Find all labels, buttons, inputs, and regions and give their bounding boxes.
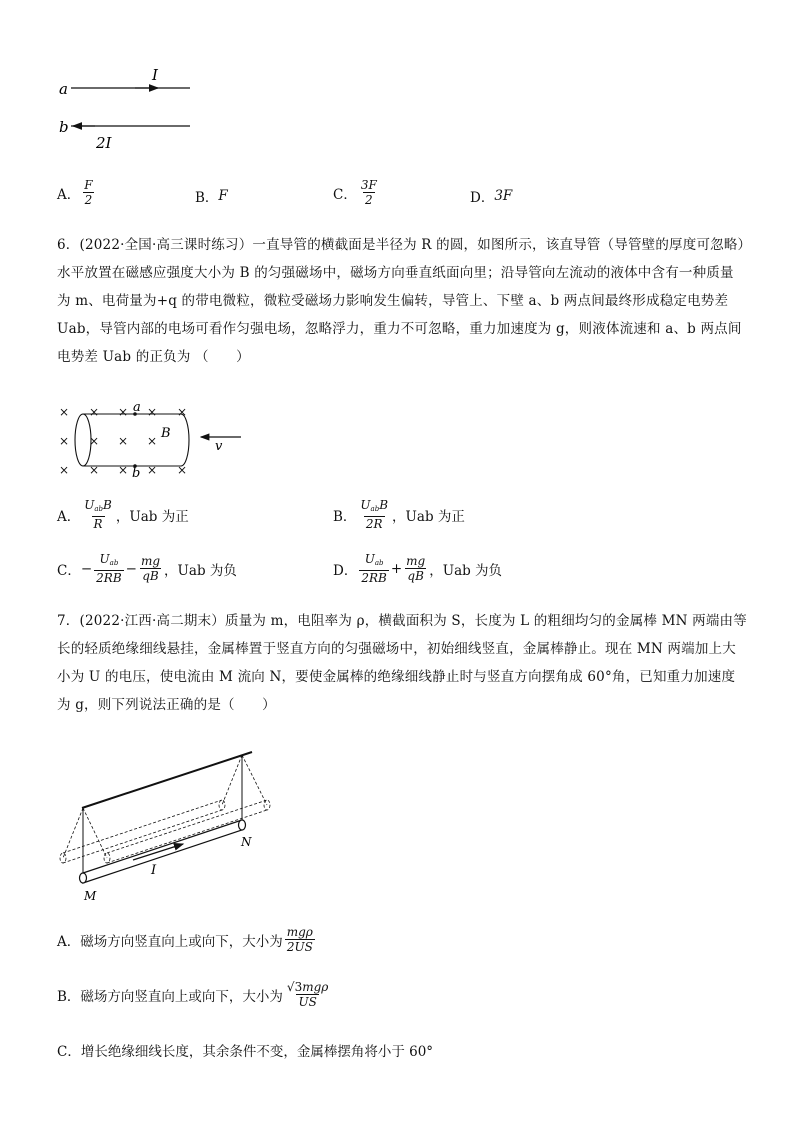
suspended-rod-figure [55, 745, 280, 905]
end-N-label: N [241, 835, 252, 849]
svg-text:×: × [147, 463, 158, 477]
support-bar [82, 752, 252, 808]
q5-option-d[interactable]: D． 3F [470, 188, 513, 206]
velocity-v-label: v [215, 439, 223, 454]
question-7-stem: 7．(2022·江西·高二期末）质量为 m，电阻率为 ρ，横截面积为 S，长度为 L 的粗细均匀的金属棒 MN 两端由等长的轻质绝缘细线悬挂，金属棒置于竖直方向的匀强磁场中，初始细线竖直，金属棒静止。现在 MN 两端加上大小为 U 的电压，使电流由 M 流向 N，要使金属棒的绝缘细线静止时与竖直方向摆角成 60°角，已知重力加速度为 g，则下列说法正确的是（ ） [57, 613, 747, 713]
q7-option-a[interactable]: A．磁场方向竖直向上或向下，大小为 $\frac{\text{mgρ}}{2US}$ [57, 925, 313, 954]
q6-option-d[interactable]: D． $\frac{U_{ab}}{2RB}$ + $\frac{mg}{qB}$ ，Uab 为负 [333, 552, 503, 585]
q7-option-c[interactable]: C．增长绝缘细线长度，其余条件不变，金属棒摆角将小于 60° [57, 1044, 434, 1060]
field-B-label: B [161, 426, 171, 441]
point-b-label: b [132, 466, 141, 480]
q5-option-b[interactable]: B． F [195, 188, 228, 206]
q7-option-b[interactable]: B．磁场方向竖直向上或向下，大小为 $\frac{\text{√3mgρ}}{US}$ [57, 980, 329, 1009]
svg-text:×: × [89, 463, 100, 477]
point-a-label: a [133, 400, 141, 415]
pipe-magnetic-field-figure [55, 398, 255, 480]
current-I-label: I [152, 68, 158, 84]
svg-text:×: × [177, 463, 188, 477]
q6-option-a[interactable]: A． $\frac{U_{ab}B}{R}$ ，Uab 为正 [57, 498, 189, 531]
svg-text:×: × [59, 434, 70, 448]
svg-text:×: × [177, 405, 188, 419]
q6-option-b[interactable]: B． $\frac{U_{ab}B}{2R}$ ，Uab 为正 [333, 498, 465, 531]
q6-option-c[interactable]: C． − $\frac{U_{ab}}{2RB}$ − $\frac{mg}{qB}$ ，Uab 为负 [57, 552, 237, 585]
rod-deflected-right [104, 800, 270, 863]
svg-text:×: × [147, 434, 158, 448]
svg-text:×: × [59, 463, 70, 477]
parallel-wires-figure [55, 68, 200, 153]
wire-b-label: b [59, 118, 69, 136]
svg-text:×: × [89, 434, 100, 448]
svg-text:×: × [147, 405, 158, 419]
svg-text:×: × [118, 434, 129, 448]
current-2I-label: 2I [96, 134, 112, 152]
svg-text:×: × [118, 405, 129, 419]
wire-a-label: a [59, 80, 68, 98]
rod-current-label: I [151, 863, 157, 878]
end-M-label: M [84, 889, 97, 903]
svg-text:×: × [89, 405, 100, 419]
q5-option-a[interactable]: A． $\frac{F}{2}$ [57, 178, 93, 207]
svg-text:×: × [59, 405, 70, 419]
q5-option-c[interactable]: C． $\frac{3F}{2}$ [333, 178, 377, 207]
question-6-stem: 6．(2022·全国·高三课时练习）一直导管的横截面是半径为 R 的圆，如图所示，该直导管（导管壁的厚度可忽略）水平放置在磁感应强度大小为 B 的匀强磁场中，磁场方向垂直纸面向里；沿导管向左流动的液体中含有一种质量为 m、电荷量为+q 的带电微粒，微粒受磁场力影响发生偏转，导管上、下壁 a、b 两点间最终形成稳定电势差 Uab，导管内部的电场可看作匀强电场，忽略浮力，重力不可忽略，重力加速度为 g，则液体流速和 a、b 两点间电势差 Uab 的正负为 （ ） [57, 237, 745, 365]
svg-text:×: × [118, 463, 129, 477]
